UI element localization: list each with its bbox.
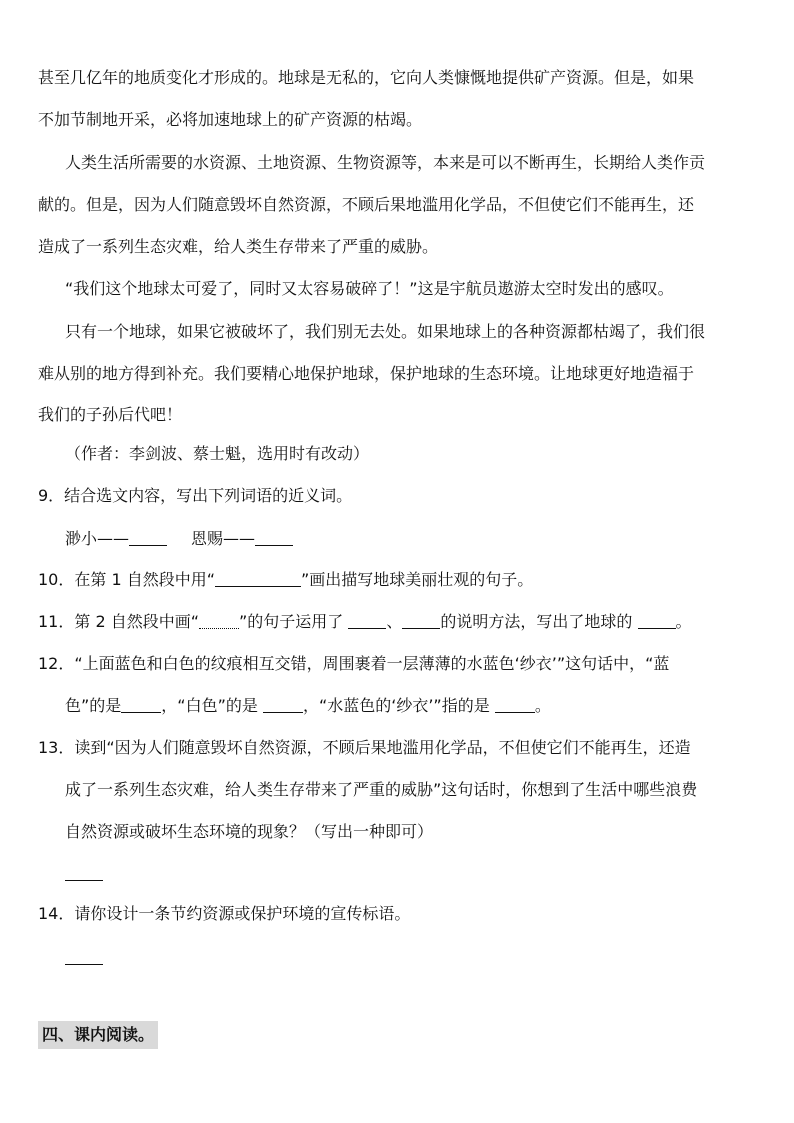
passage-line: 不加节制地开采，必将加速地球上的矿产资源的枯竭。 [38, 110, 423, 129]
question-14-answer-line [65, 948, 764, 968]
answer-blank[interactable] [121, 696, 161, 713]
question-13-line-2: 成了一系列生态灾难，给人类生存带来了严重的威胁”这句话时，你想到了生活中哪些浪费 [65, 780, 698, 799]
question-9: 9．结合选文内容，写出下列词语的近义词。 [38, 486, 353, 505]
question-11-text-c: 、 [386, 612, 403, 631]
answer-blank[interactable] [215, 570, 301, 587]
passage-line: “我们这个地球太可爱了，同时又太容易破碎了！”这是宇航员遨游太空时发出的感叹。 [65, 279, 674, 298]
question-12-text-a: 色”的是 [65, 696, 122, 715]
answer-blank[interactable] [348, 612, 386, 629]
passage-line: 我们的子孙后代吧！ [38, 405, 183, 424]
question-11-text-d: 的说明方法，写出了地球的 [440, 612, 638, 631]
passage-line: 难从别的地方得到补充。我们要精心地保护地球，保护地球的生态环境。让地球更好地造福于 [38, 364, 695, 383]
question-11-text-e: 。 [675, 612, 692, 631]
question-13-line-1: 13．读到“因为人们随意毁坏自然资源，不顾后果地滥用化学品，不但使它们不能再生，还造 [38, 738, 691, 757]
answer-blank[interactable] [402, 612, 440, 629]
question-9-words [65, 529, 764, 549]
passage-line: 造成了一系列生态灾难，给人类生存带来了严重的威胁。 [38, 237, 439, 256]
answer-blank[interactable] [263, 696, 303, 713]
question-13-answer-line [65, 864, 764, 884]
passage-line: 人类生活所需要的水资源、土地资源、生物资源等，本来是可以不断再生，长期给人类作贡 [65, 153, 706, 172]
author-note: （作者：李剑波、蔡士魁，选用时有改动） [65, 444, 370, 463]
answer-blank[interactable] [129, 529, 167, 546]
question-13-line-3: 自然资源或破坏生态环境的现象？（写出一种即可） [65, 822, 434, 841]
answer-blank[interactable] [65, 948, 103, 965]
question-12-line-1: 12．“上面蓝色和白色的纹痕相互交错，周围裹着一层薄薄的水蓝色‘纱衣’”这句话中，“蓝 [38, 654, 670, 673]
question-10-text-a: 10．在第 1 自然段中用“ [38, 570, 216, 589]
question-11-text-b: ”的句子运用了 [239, 612, 349, 631]
answer-blank[interactable] [65, 864, 103, 881]
answer-blank[interactable] [638, 612, 676, 629]
question-10-text-b: ”画出描写地球美丽壮观的句子。 [301, 570, 534, 589]
section-heading: 四、课内阅读。 [38, 1021, 158, 1049]
question-12-text-c: ，“水蓝色的‘纱衣’”指的是 [302, 696, 495, 715]
answer-blank[interactable] [255, 529, 293, 546]
question-12-line-2 [65, 696, 764, 716]
passage-line: 献的。但是，因为人们随意毁坏自然资源，不顾后果地滥用化学品，不但使它们不能再生，还 [38, 195, 695, 214]
question-12-text-d: 。 [534, 696, 551, 715]
answer-blank[interactable] [495, 696, 535, 713]
question-11-text-a: 11．第 2 自然段中画“ [38, 612, 200, 631]
question-11 [38, 612, 764, 632]
word-2-label: 恩赐—— [191, 529, 256, 548]
question-14: 14．请你设计一条节约资源或保护环境的宣传标语。 [38, 904, 411, 923]
word-1-label: 渺小—— [65, 529, 130, 548]
question-12-text-b: ，“白色”的是 [161, 696, 263, 715]
question-10 [38, 570, 764, 590]
wavy-underline-mark [199, 612, 239, 629]
passage-line: 甚至几亿年的地质变化才形成的。地球是无私的，它向人类慷慨地提供矿产资源。但是，如果 [38, 68, 695, 87]
passage-line: 只有一个地球，如果它被破坏了，我们别无去处。如果地球上的各种资源都枯竭了，我们很 [65, 322, 706, 341]
